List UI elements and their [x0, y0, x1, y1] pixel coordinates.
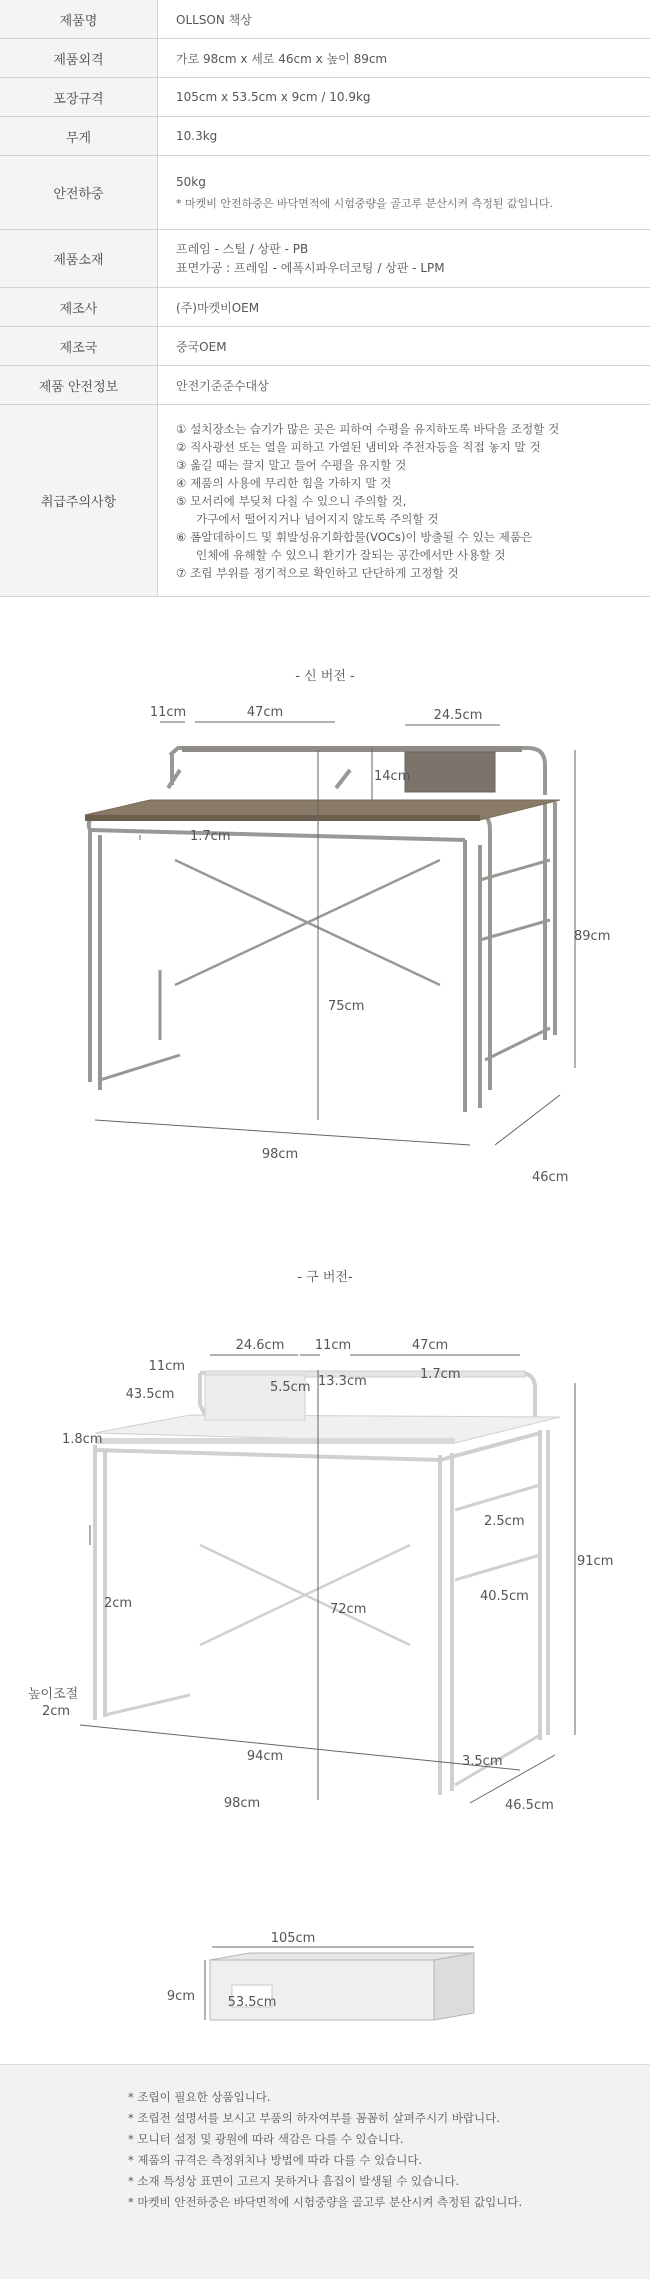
spec-key: 제품소재: [0, 230, 158, 288]
notes-list: [0, 2065, 650, 2213]
spec-value: 105cm x 53.5cm x 9cm / 10.9kg: [158, 78, 650, 117]
dim-top-depth: 43.5cm: [126, 1387, 175, 1402]
spec-key: 취급주의사항: [0, 405, 158, 597]
spec-key: 제품명: [0, 0, 158, 39]
dim-panel-bottom: 5.5cm: [270, 1380, 311, 1395]
dim-total-height: 89cm: [574, 929, 610, 944]
diagram-title: - 신 버전 -: [295, 668, 355, 684]
box-drawing: [0, 1925, 650, 2055]
caution-list: [158, 405, 650, 597]
spec-key: 제품 안전정보: [0, 366, 158, 405]
dim-depth: 46cm: [532, 1170, 568, 1185]
new-version-diagram: [0, 640, 650, 1240]
old-version-drawing: [0, 1255, 650, 1815]
dim-frame-gap: 1.7cm: [190, 829, 231, 844]
dim-shelf-height: 14cm: [374, 769, 410, 784]
dim-adjust-label: 높이조절: [28, 1686, 78, 1702]
dim-inner-width: 94cm: [247, 1749, 283, 1764]
spec-key: 제품외격: [0, 39, 158, 78]
caution-item: ② 직사광선 또는 열을 피하고 가열된 냄비와 주전자등을 직접 놓지 말 것: [176, 438, 649, 456]
dim-width: 98cm: [262, 1147, 298, 1162]
note-item: * 제품의 규격은 측정위치나 방법에 따라 다를 수 있습니다.: [128, 2150, 650, 2171]
dim-left-gap: 11cm: [150, 705, 186, 720]
note-item: * 조립이 필요한 상품입니다.: [128, 2087, 650, 2108]
dim-gap: 11cm: [315, 1338, 351, 1353]
spec-key: 포장규격: [0, 78, 158, 117]
dim-total-height: 91cm: [577, 1554, 613, 1569]
frame-back: [89, 815, 490, 1090]
dim-leg-height: 72cm: [330, 1602, 366, 1617]
spec-value: 10.3kg: [158, 117, 650, 156]
caution-item: 가구에서 떨어지거나 넘어지지 않도록 주의할 것: [176, 510, 649, 528]
box-side: [434, 1953, 474, 2020]
dim-adjust-value: 2cm: [42, 1704, 70, 1719]
notes-panel: [0, 2064, 650, 2279]
dim-shelf-width: 47cm: [247, 705, 283, 720]
box-width: 105cm: [271, 1931, 316, 1946]
dim-side-depth: 40.5cm: [480, 1589, 529, 1604]
hutch-shelf: [182, 746, 522, 752]
spec-key: 무게: [0, 117, 158, 156]
spec-value: [158, 156, 650, 230]
caution-item: ① 설치장소는 습기가 많은 곳은 피하여 수평을 유지하도록 바닥을 조정할 것: [176, 420, 649, 438]
dim-shelf-height: 13.3cm: [318, 1374, 367, 1389]
dim-leg-height: 75cm: [328, 999, 364, 1014]
spec-value: 안전기준준수대상: [158, 366, 650, 405]
spec-key: 제조국: [0, 327, 158, 366]
note-item: * 소재 특성상 표면이 고르지 못하거나 흠집이 발생될 수 있습니다.: [128, 2171, 650, 2192]
dim-leg-dia: 2cm: [104, 1596, 132, 1611]
box-top: [210, 1953, 474, 1960]
desk-top-edge: [85, 815, 480, 821]
caution-item: ⑥ 폼알데하이드 및 휘발성유기화합물(VOCs)이 방출될 수 있는 제품은: [176, 528, 649, 546]
box-depth: 53.5cm: [228, 1995, 277, 2010]
caution-item: ④ 제품의 사용에 무리한 힘을 가하지 말 것: [176, 474, 649, 492]
box-height: 9cm: [167, 1989, 195, 2004]
spec-value: [158, 230, 650, 288]
side-panel: [405, 752, 495, 792]
dim-depth: 46.5cm: [505, 1798, 554, 1813]
caution-item: 인체에 유해할 수 있으니 환기가 잘되는 공간에서만 사용할 것: [176, 546, 649, 564]
note-item: * 마켓비 안전하중은 바닥면적에 시험중량을 골고루 분산시켜 측정된 값입니다.: [128, 2192, 650, 2213]
dim-left-top: 11cm: [149, 1359, 185, 1374]
dim-bar-gap: 2.5cm: [484, 1514, 525, 1529]
caution-item: ⑦ 조립 부위를 정기적으로 확인하고 단단하게 고정할 것: [176, 564, 649, 582]
spec-value: 중국OEM: [158, 327, 650, 366]
spec-key: 제조사: [0, 288, 158, 327]
caution-item: ③ 옮길 때는 끌지 말고 들어 수평을 유지할 것: [176, 456, 649, 474]
dim-top-thickness: 1.8cm: [62, 1432, 103, 1447]
safety-load-value: 50kg: [176, 175, 206, 189]
material-line: 표면가공 : 프레임 - 에폭시파우더코팅 / 상판 - LPM: [176, 259, 649, 278]
dim-panel-width: 24.5cm: [434, 708, 483, 723]
material-line: 프레임 - 스틸 / 상판 - PB: [176, 240, 649, 259]
spec-value: (주)마켓비OEM: [158, 288, 650, 327]
dim-foot: 3.5cm: [462, 1754, 503, 1769]
old-version-diagram: [0, 1255, 650, 1815]
dim-shelf-gap: 1.7cm: [420, 1367, 461, 1382]
diagram-title: - 구 버전-: [297, 1269, 353, 1285]
spec-value: 가로 98cm x 세로 46cm x 높이 89cm: [158, 39, 650, 78]
new-version-drawing: [0, 640, 650, 1240]
desk-top-edge: [95, 1438, 455, 1444]
spec-key: 안전하중: [0, 156, 158, 230]
dim-width: 98cm: [224, 1796, 260, 1811]
package-box-diagram: [0, 1925, 650, 2055]
note-item: * 조립전 설명서를 보시고 부품의 하자여부를 꼼꼼히 살펴주시기 바랍니다.: [128, 2108, 650, 2129]
spec-table: [0, 0, 650, 597]
caution-item: ⑤ 모서리에 부딪쳐 다칠 수 있으니 주의할 것,: [176, 492, 649, 510]
dim-shelf-width: 47cm: [412, 1338, 448, 1353]
note-item: * 모니터 설정 및 광원에 따라 색감은 다를 수 있습니다.: [128, 2129, 650, 2150]
safety-load-note: * 마켓비 안전하중은 바닥면적에 시험중량을 골고루 분산시켜 측정된 값입니다.: [176, 195, 649, 211]
spec-value: OLLSON 책상: [158, 0, 650, 39]
dim-panel-width: 24.6cm: [236, 1338, 285, 1353]
